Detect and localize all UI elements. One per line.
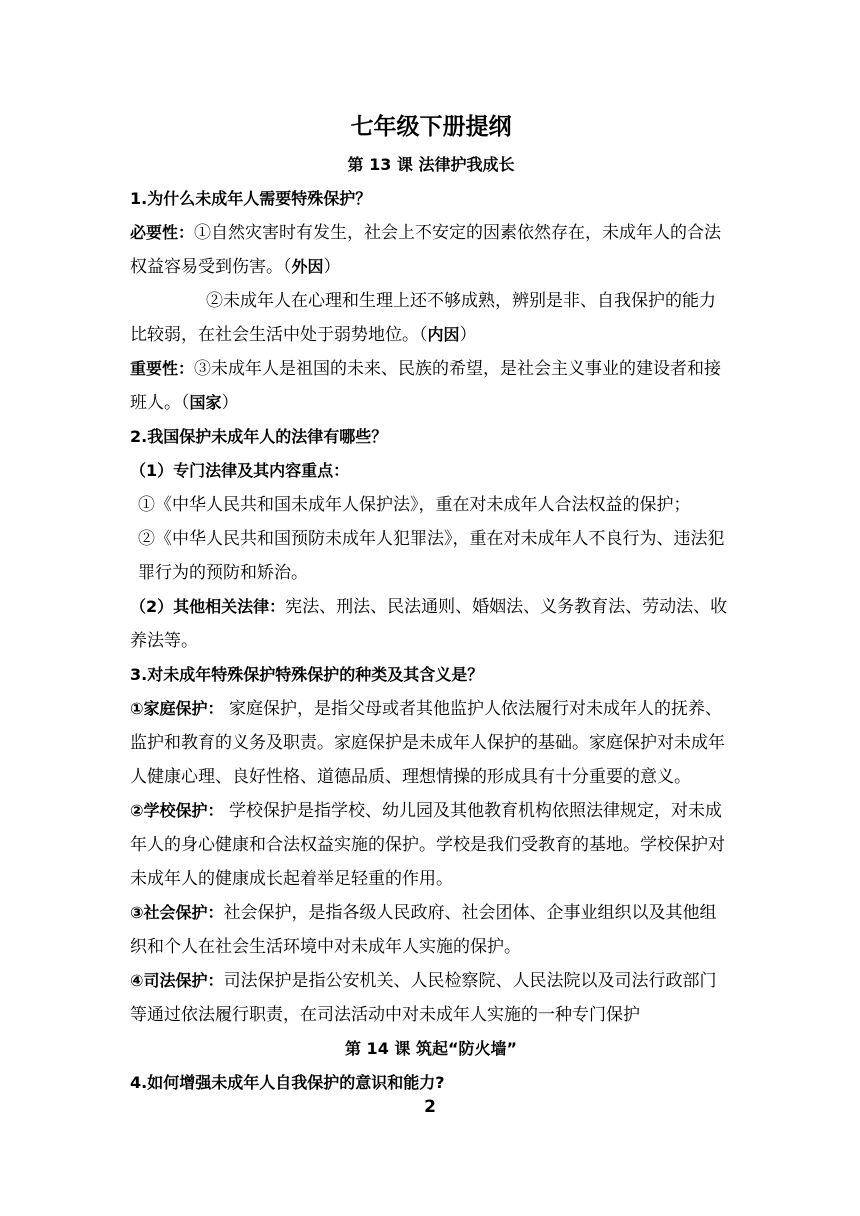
question-3: 3.对未成年特殊保护特殊保护的种类及其含义是？ [130, 665, 484, 684]
necessity-label: 必要性： [130, 223, 195, 242]
school-protection-label: ②学校保护： [130, 801, 224, 820]
judicial-protection-text: 司法保护是指公安机关、人民检察院、人民法院以及司法行政部门等通过依法履行职责，在司法活动中对未成年人实施的一种专门保护 [130, 971, 717, 1025]
country-label: 国家 [189, 393, 222, 412]
other-law-text: 宪法、刑法、民法通则、婚姻法、义务教育法、劳动法、收养法等。 [130, 597, 728, 651]
page-number: 2 [424, 1097, 436, 1117]
necessity-2-text: ②未成年人在心理和生理上还不够成熟，辨别是非、自我保护的能力比较弱，在社会生活中处于弱势地位。（ [130, 291, 716, 345]
society-protection-text: 社会保护，是指各级人民政府、社会团体、企事业组织以及其他组织和个人在社会生活环境中对未成年人实施的保护。 [130, 903, 717, 957]
other-law-paragraph [130, 590, 732, 658]
law-1: ①《中华人民共和国未成年人保护法》，重在对未成年人合法权益的保护； [138, 495, 691, 515]
lesson-13-heading: 第 13 课 法律护我成长 [347, 155, 515, 174]
necessity-2-paragraph [130, 284, 732, 352]
other-law-label: （2）其他相关法律： [130, 597, 286, 616]
judicial-protection-paragraph [130, 964, 732, 1032]
family-protection-paragraph [130, 692, 732, 794]
close-paren: ） [221, 393, 239, 413]
question-2: 2.我国保护未成年人的法律有哪些？ [130, 427, 388, 446]
judicial-protection-label: ④司法保护： [130, 971, 224, 990]
society-protection-label: ③社会保护： [130, 903, 224, 922]
school-protection-text: 学校保护是指学校、幼儿园及其他教育机构依照法律规定，对未成年人的身心健康和合法权益实施的保护。学校是我们受教育的基地。学校保护对未成年人的健康成长起着举足轻重的作用。 [130, 801, 725, 889]
external-cause: 外因 [291, 257, 324, 276]
society-protection-paragraph [130, 896, 732, 964]
document-body [130, 108, 732, 1100]
close-paren: ） [323, 257, 341, 277]
family-protection-text: 家庭保护，是指父母或者其他监护人依法履行对未成年人的抚养、监护和教育的义务及职责。家庭保护是未成年人保护的基础。家庭保护对未成年人健康心理、良好性格、道德品质、理想情操的形成具有十分重要的意义。 [130, 699, 725, 787]
question-4: 4.如何增强未成年人自我保护的意识和能力? [130, 1073, 445, 1092]
necessity-text: ①自然灾害时有发生，社会上不安定的因素依然存在，未成年人的合法权益容易受到伤害。（ [130, 223, 722, 277]
law-2: ②《中华人民共和国预防未成年人犯罪法》，重在对未成年人不良行为、违法犯罪行为的预防和矫治。 [138, 529, 725, 583]
importance-paragraph [130, 352, 732, 420]
question-1: 1.为什么未成年人需要特殊保护？ [130, 189, 372, 208]
internal-cause: 内因 [427, 325, 460, 344]
importance-label: 重要性： [130, 359, 195, 378]
school-protection-paragraph [130, 794, 732, 896]
document-title: 七年级下册提纲 [350, 114, 512, 140]
necessity-paragraph [130, 216, 732, 284]
family-protection-label: ①家庭保护： [130, 699, 224, 718]
lesson-14-heading: 第 14 课 筑起“防火墙” [344, 1039, 517, 1058]
close-paren: ） [459, 325, 477, 345]
special-law-heading: （1）专门法律及其内容重点： [130, 461, 350, 480]
importance-text: ③未成年人是祖国的未来、民族的希望，是社会主义事业的建设者和接班人。（ [130, 359, 722, 413]
